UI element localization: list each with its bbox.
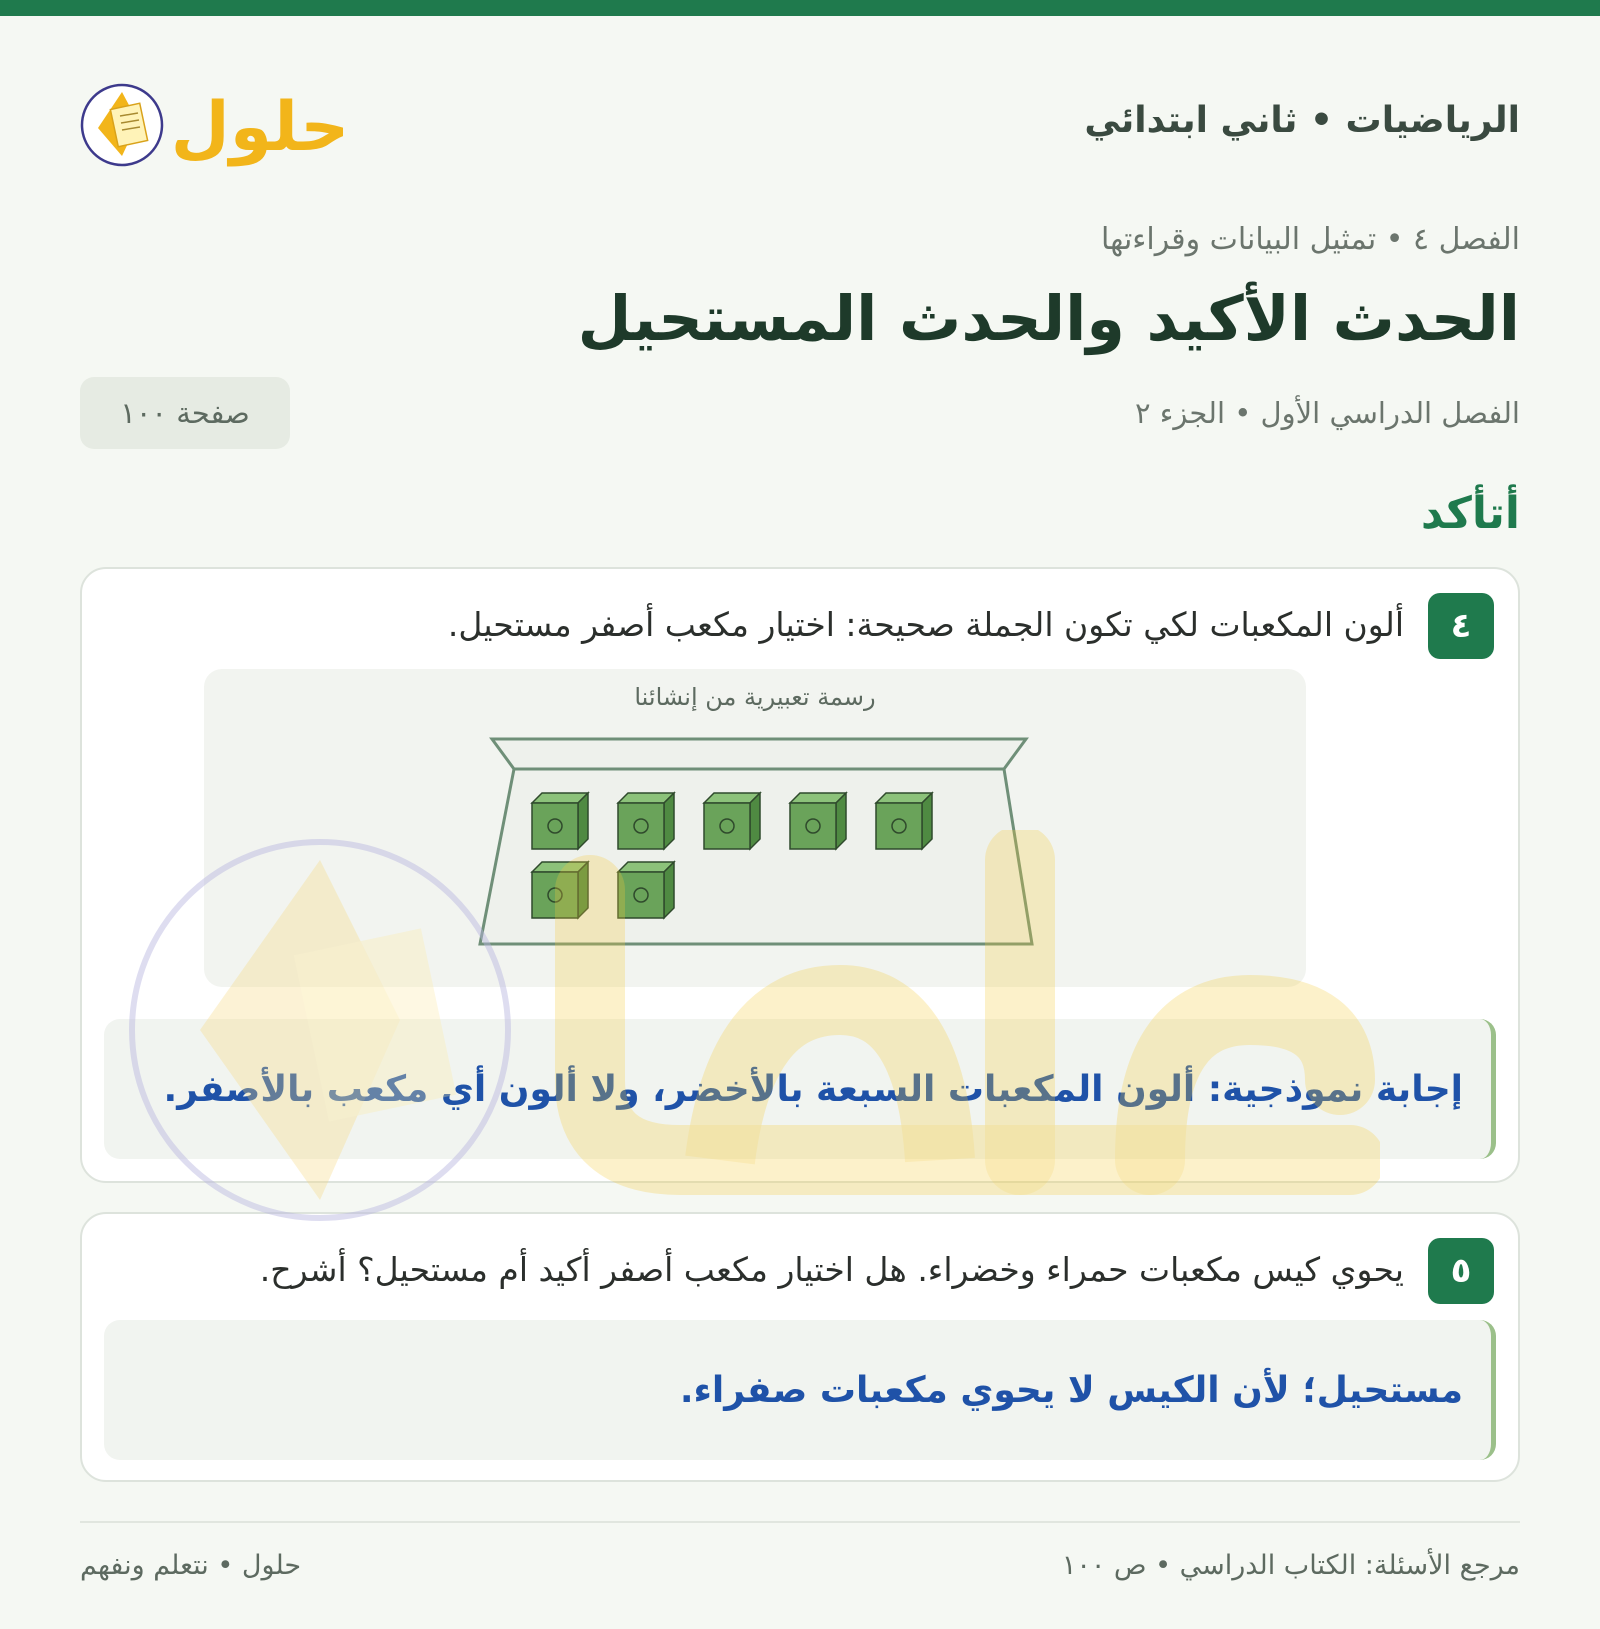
- figure-caption: رسمة تعبيرية من إنشائنا: [634, 683, 876, 711]
- section-title: أتأكد: [1420, 488, 1520, 539]
- answer-box: [104, 1019, 1496, 1159]
- question-text: يحوي كيس مكعبات حمراء وخضراء. هل اختيار مكعب أصفر أكيد أم مستحيل؟ أشرح.: [259, 1250, 1404, 1289]
- cube: [618, 862, 674, 918]
- cube: [704, 793, 760, 849]
- question-card-5: [80, 1212, 1520, 1482]
- cube-bag-illustration: [204, 669, 1306, 987]
- cube: [790, 793, 846, 849]
- answer-text: إجابة نموذجية: ألون المكعبات السبعة بالأخضر، ولا ألون أي مكعب بالأصفر.: [163, 1068, 1463, 1110]
- footer-divider: [80, 1521, 1520, 1523]
- footer-brand: حلول • نتعلم ونفهم: [80, 1550, 302, 1581]
- answer-text: مستحيل؛ لأن الكيس لا يحوي مكعبات صفراء.: [679, 1369, 1463, 1411]
- footer-reference: مرجع الأسئلة: الكتاب الدراسي • ص ١٠٠: [1061, 1550, 1520, 1581]
- question-card-4: [80, 567, 1520, 1183]
- subject-label: الرياضيات • ثاني ابتدائي: [1084, 100, 1520, 141]
- question-number: ٤: [1428, 593, 1494, 659]
- cube: [532, 862, 588, 918]
- logo-text: حلول: [170, 88, 350, 167]
- answer-box: [104, 1320, 1496, 1460]
- cube: [532, 793, 588, 849]
- hulul-logo: [80, 70, 360, 180]
- cube: [876, 793, 932, 849]
- question-number: ٥: [1428, 1238, 1494, 1304]
- top-accent-bar: [0, 0, 1600, 16]
- question-text: ألون المكعبات لكي تكون الجملة صحيحة: اختيار مكعب أصفر مستحيل.: [447, 605, 1404, 644]
- chapter-label: الفصل ٤ • تمثيل البيانات وقراءتها: [1100, 222, 1520, 257]
- term-label: الفصل الدراسي الأول • الجزء ٢: [1134, 396, 1520, 430]
- page-badge: صفحة ١٠٠: [80, 377, 290, 449]
- page-title: الحدث الأكيد والحدث المستحيل: [577, 282, 1520, 355]
- header: [80, 70, 1520, 190]
- figure-box: [204, 669, 1306, 987]
- cube: [618, 793, 674, 849]
